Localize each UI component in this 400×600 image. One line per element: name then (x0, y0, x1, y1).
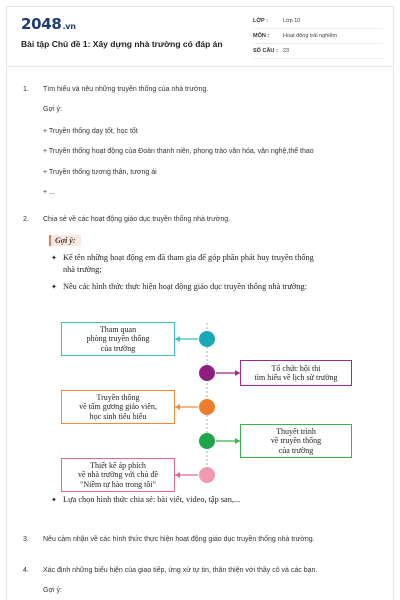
arrowhead-icon (175, 404, 180, 410)
activity-box (61, 390, 175, 424)
meta-label: SỐ CÂU : (253, 48, 278, 54)
meta-label: MÔN : (253, 33, 270, 39)
hint-figure (47, 235, 377, 518)
guide-line: + Truyền thống hoạt động của Đoàn thanh niên, phong trào văn hóa, văn nghệ,thể thao (43, 148, 314, 155)
activity-box-line: Tổ chức hội thi (271, 363, 321, 373)
meta-row-class (253, 14, 383, 29)
arrowhead-icon (175, 336, 180, 342)
timeline-dot (199, 433, 215, 449)
meta-row-count (253, 44, 383, 59)
activity-box-line: Thuyết trình (276, 426, 316, 436)
question-number: 1. (23, 86, 29, 93)
guide-line: + Truyền thống dạy tốt, học tốt (43, 128, 138, 135)
activity-box-line: Truyền thông (96, 392, 140, 402)
document-page (6, 6, 394, 600)
guide-label: Gợi ý: (43, 106, 62, 113)
timeline-dot (199, 467, 215, 483)
timeline-dot (199, 399, 215, 415)
question-text: Tìm hiểu và nêu những truyền thống của nhà trường. (43, 86, 209, 93)
activity-box-line: tìm hiểu về lịch sử trường (254, 373, 338, 382)
meta-value: Hoạt động trải nghiệm (283, 33, 338, 39)
activity-box-line: về truyền thống (270, 436, 322, 446)
activity-box-line: Tham quan (99, 324, 137, 334)
guide-label: Gợi ý: (43, 587, 62, 594)
activity-box-line: Thiết kế áp phích (90, 460, 146, 470)
document-meta (253, 14, 383, 59)
question-number: 2. (23, 216, 29, 223)
activity-box (240, 424, 352, 458)
guide-line: + Truyền thống tương thân, tương ái (43, 169, 157, 176)
activity-box-line: về tấm gương giáo viên, (79, 402, 157, 412)
hint-tag: Gợi ý: (49, 235, 81, 246)
guide-line: + ... (43, 189, 55, 196)
meta-row-subject (253, 29, 383, 44)
activity-box (61, 458, 175, 492)
activity-box-line: của trường (278, 445, 314, 455)
activity-box-line: phòng truyền thống (86, 334, 150, 344)
activity-box-line: học sinh tiêu biểu (89, 411, 147, 421)
hint-bullet-text: Lựa chọn hình thức chia sẻ: bài viết, video, tập san,... (63, 495, 241, 504)
document-header (7, 7, 393, 67)
activity-box-line: "Niềm tự hào trong tôi" (80, 479, 156, 489)
activity-box (240, 360, 352, 386)
activity-box-line: về nhà trường với chủ đề (77, 470, 159, 480)
question-number: 3. (23, 536, 29, 543)
activity-box-line: của trường (100, 343, 136, 353)
meta-label: LỚP : (253, 18, 268, 24)
hint-bullet-text: Nêu các hình thức thực hiện hoạt động giáo dục truyền thống nhà trường: (63, 282, 307, 291)
document-title: Bài tập Chủ đề 1: Xây dựng nhà trường có đáp án (21, 39, 223, 49)
hint-bullet-text: nhà trường; (63, 265, 102, 274)
meta-value: 23 (283, 48, 290, 54)
bullet-icon: ✦ (51, 283, 57, 291)
hint-bullet-text: Kể tên những hoạt động em đã tham gia để góp phần phát huy truyền thống (63, 253, 314, 262)
question-text: Chia sẻ về các hoạt động giáo dục truyền thống nhà trường. (43, 216, 231, 223)
question-text: Xác định những biểu hiện của giao tiếp, ứng xử tự tin, thân thiện với thầy cô và các bạn. (43, 567, 318, 574)
question-number: 4. (23, 567, 29, 574)
question-text: Nêu cảm nhận về các hình thức thực hiện hoạt động giáo dục truyền thống nhà trường. (43, 536, 315, 543)
site-logo[interactable]: 2048.vn (21, 15, 76, 33)
meta-value: Lớp 10 (283, 18, 301, 24)
bullet-icon: ✦ (51, 254, 57, 262)
timeline-dot (199, 365, 215, 381)
activity-box (61, 322, 175, 356)
bullet-icon: ✦ (51, 496, 57, 504)
arrowhead-icon (175, 472, 180, 478)
timeline-dot (199, 331, 215, 347)
